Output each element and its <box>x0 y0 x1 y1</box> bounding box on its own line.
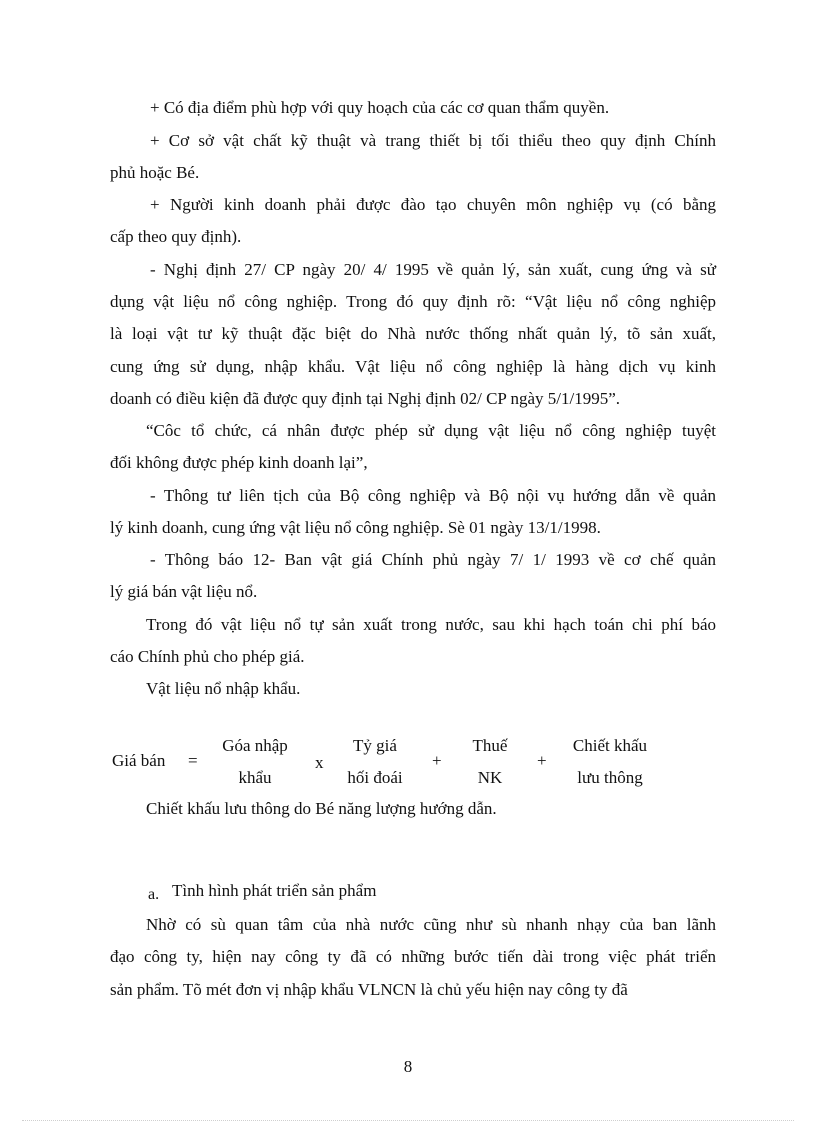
formula-plus: + <box>537 751 547 770</box>
paragraph-line: cáo Chính phủ cho phép giá. <box>110 647 305 666</box>
formula-equals: = <box>188 751 198 770</box>
formula-term4-bottom: lưu thông <box>577 768 643 787</box>
formula-term4-top: Chiết khấu <box>572 736 648 755</box>
paragraph-line: Trong đó vật liệu nổ tự sản xuất trong nước, sau khi hạch toán chi phí báo <box>146 615 716 634</box>
paragraph-line: + Cơ sở vật chất kỹ thuật và trang thiết bị tối thiểu theo quy định Chính <box>150 131 716 150</box>
paragraph-line: + Người kinh doanh phải được đào tạo chuyên môn nghiệp vụ (có bằng <box>150 195 716 214</box>
formula-plus: + <box>432 751 442 770</box>
paragraph-line: cấp theo quy định). <box>110 227 242 246</box>
paragraph-line: - Nghị định 27/ CP ngày 20/ 4/ 1995 về quản lý, sản xuất, cung ứng và sử <box>150 260 716 279</box>
paragraph-line: đạo công ty, hiện nay công ty đã có những bước tiến dài trong việc phát triển <box>110 947 716 966</box>
paragraph-line: Chiết khấu lưu thông do Bé năng lượng hướng dẫn. <box>146 799 497 818</box>
paragraph-line: là loại vật tư kỹ thuật đặc biệt do Nhà nước thống nhất quản lý, tõ sản xuất, <box>110 324 716 343</box>
formula-times: x <box>315 753 324 772</box>
formula-lhs: Giá bán <box>112 751 166 770</box>
section-marker: a. <box>148 886 160 903</box>
formula-term2-top: Tỷ giá <box>353 736 397 755</box>
paragraph-line: cung ứng sử dụng, nhập khẩu. Vật liệu nổ công nghiệp là hàng dịch vụ kinh <box>110 357 716 376</box>
formula-term3-top: Thuế <box>472 736 508 755</box>
paragraph-line: lý giá bán vật liệu nổ. <box>110 582 258 601</box>
formula-term1-top: Góa nhập <box>222 736 288 755</box>
paragraph-line: dụng vật liệu nổ công nghiệp. Trong đó quy định rõ: “Vật liệu nổ công nghiệp <box>110 292 716 311</box>
paragraph-line: + Có địa điểm phù hợp với quy hoạch của các cơ quan thẩm quyền. <box>150 98 610 117</box>
paragraph-line: - Thông tư liên tịch của Bộ công nghiệp và Bộ nội vụ hướng dẫn về quản <box>150 486 716 505</box>
formula-term1-bottom: khẩu <box>238 768 272 787</box>
paragraph-line: Nhờ có sù quan tâm của nhà nước cũng như sù nhanh nhạy của ban lãnh <box>146 915 716 934</box>
paragraph-line: lý kinh doanh, cung ứng vật liệu nổ công nghiệp. Sè 01 ngày 13/1/1998. <box>110 518 601 537</box>
paragraph-line: - Thông báo 12- Ban vật giá Chính phủ ngày 7/ 1/ 1993 về cơ chế quản <box>150 550 716 569</box>
paragraph-line: phủ hoặc Bé. <box>110 163 200 182</box>
page-bottom-border <box>22 1120 794 1121</box>
paragraph-line: Vật liệu nổ nhập khẩu. <box>146 679 301 698</box>
formula-term2-bottom: hối đoái <box>347 768 403 787</box>
paragraph-line: đối không được phép kinh doanh lại”, <box>110 453 368 472</box>
page-number: 8 <box>403 1057 413 1076</box>
paragraph-line: sản phẩm. Tõ mét đơn vị nhập khẩu VLNCN là chủ yếu hiện nay công ty đã <box>110 980 628 999</box>
section-title: Tình hình phát triển sản phẩm <box>172 881 377 900</box>
formula-term3-bottom: NK <box>477 768 503 787</box>
paragraph-line: “Côc tổ chức, cá nhân được phép sử dụng vật liệu nổ công nghiệp tuyệt <box>146 421 716 440</box>
paragraph-line: doanh có điều kiện đã được quy định tại Nghị định 02/ CP ngày 5/1/1995”. <box>110 389 621 408</box>
